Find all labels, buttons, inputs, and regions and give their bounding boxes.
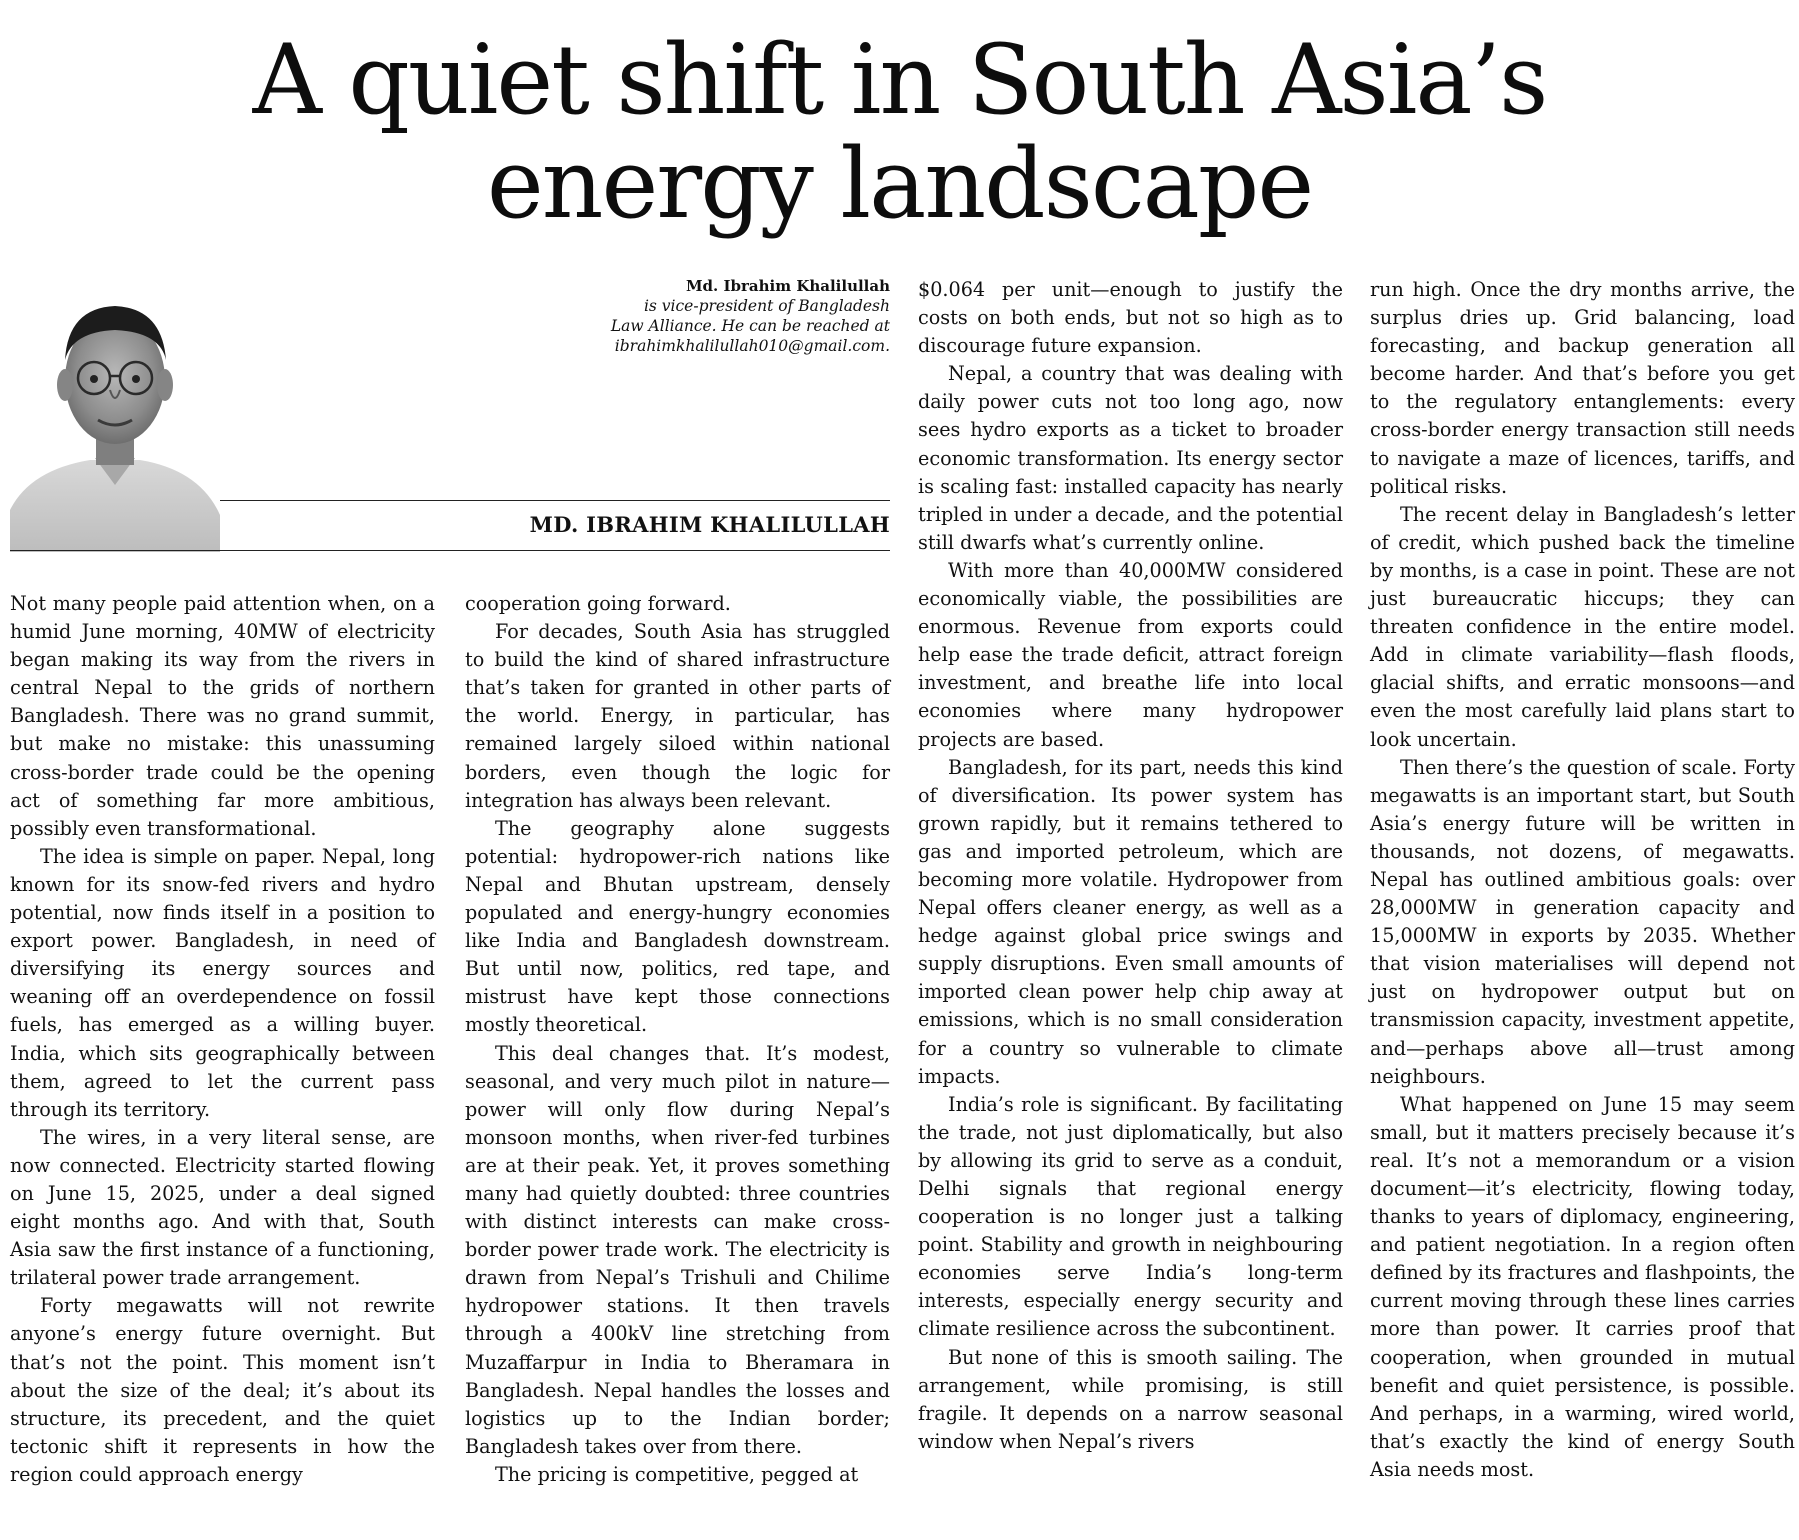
paragraph: India’s role is significant. By facilitating the trade, not just diplomatically, but also by allowing its grid to serve as a conduit, Delhi signals that regional energy cooperation is no longer just a talking point. Stability and growth in neighbouring economies serve India’s long-term interests, especially energy security and climate resilience across the subcontinent. [918,1092,1343,1341]
headline [0,24,1799,240]
paragraph: The recent delay in Bangladesh’s letter of credit, which pushed back the timeline by months, is a case in point. These are not just bureaucratic hiccups; they can threaten confidence in the entire model. Add in climate variability—flash floods, glacial shifts, and erratic monsoons—and even the most carefully laid plans start to look uncertain. [1370,502,1795,751]
bio-line-1: is vice-president of Bangladesh [643,297,890,315]
paragraph: run high. Once the dry months arrive, the surplus dries up. Grid balancing, load forecasting, and backup generation all become harder. And that’s before you get to the regulatory entanglements: every cross-border energy transaction still needs to navigate a maze of licences, tariffs, and political risks. [1370,278,1795,498]
paragraph: The idea is simple on paper. Nepal, long known for its snow-fed rivers and hydro potential, now finds itself in a position to export power. Bangladesh, in need of diversifying its energy sources and weaning off an overdependence on fossil fuels, has emerged as a willing buyer. India, which sits geographically between them, agreed to let the current pass through its territory. [10,844,435,1121]
paragraph: With more than 40,000MW considered economically viable, the possibilities are enormous. Revenue from exports could help ease the trade deficit, attract foreign investment, and breathe life into local economies where many hydropower projects are based. [918,558,1343,751]
paragraph: The pricing is competitive, pegged at [495,1462,859,1486]
author-photo [10,280,220,552]
bio-email[interactable]: ibrahimkhalilullah010@gmail.com. [614,337,890,355]
article-column-4 [1370,276,1795,1484]
paragraph: cooperation going forward. [465,592,731,615]
paragraph: Bangladesh, for its part, needs this kind of diversification. Its power system has grown rapidly, but it remains tethered to gas and imported petroleum, which are becoming more volatile. Hydropower from Nepal offers cleaner energy, as well as a hedge against global price swings and supply disruptions. Even small amounts of imported clean power help chip away at emissions, which is no small consideration for a country so vulnerable to climate impacts. [918,755,1343,1088]
paragraph: Nepal, a country that was dealing with daily power cuts not too long ago, now sees hydro exports as a ticket to broader economic transformation. Its energy sector is scaling fast: installed capacity has nearly tripled in under a decade, and the potential still dwarfs what’s currently online. [918,362,1343,554]
article-column-3 [918,276,1343,1456]
bio-line-2: Law Alliance. He can be reached at [610,317,890,335]
headline-line-1: A quiet shift in South Asia’s [252,24,1547,136]
byline-bottom-divider [10,550,890,551]
paragraph: Not many people paid attention when, on a humid June morning, 40MW of electricity began making its way from the rivers in central Nepal to the grids of northern Bangladesh. There was no grand summit, but make no mistake: this unassuming cross-border trade could be the opening act of something far more ambitious, possibly even transformational. [10,592,435,840]
article-column-1 [10,590,435,1489]
paragraph: Then there’s the question of scale. Forty megawatts is an important start, but South Asia’s energy future will be written in thousands, not dozens, of megawatts. Nepal has outlined ambitious goals: over 28,000MW in generation capacity and 15,000MW in exports by 2035. Whether that vision materialises will depend not just on hydropower output but on transmission capacity, investment appetite, and—perhaps above all—trust among neighbours. [1370,755,1795,1088]
paragraph: Forty megawatts will not rewrite anyone’s energy future overnight. But that’s not the point. This moment isn’t about the size of the deal; it’s about its structure, its precedent, and the quiet tectonic shift it represents in how the region could approach energy [10,1294,435,1486]
author-portrait-icon [10,280,220,552]
bio-name: Md. Ibrahim Khalilullah [685,277,890,295]
paragraph: For decades, South Asia has struggled to build the kind of shared infrastructure that’s taken for granted in other parts of the world. Energy, in particular, has remained largely siloed within national borders, even though the logic for integration has always been relevant. [465,620,890,812]
article-column-2 [465,590,890,1489]
paragraph: But none of this is smooth sailing. The arrangement, while promising, is still fragile. It depends on a narrow seasonal window when Nepal’s rivers [918,1345,1343,1453]
paragraph: The geography alone suggests potential: hydropower-rich nations like Nepal and Bhutan upstream, densely populated and energy-hungry economies like India and Bangladesh downstream. But until now, politics, red tape, and mistrust have kept those connections mostly theoretical. [465,816,890,1037]
byline-divider [220,500,890,501]
paragraph: What happened on June 15 may seem small, but it matters precisely because it’s real. It’s not a memorandum or a vision document—it’s electricity, flowing today, thanks to years of diplomacy, engineering, and patient negotiation. In a region often defined by its fractures and flashpoints, the current moving through these lines carries more than power. It carries proof that cooperation, when grounded in mutual benefit and quiet persistence, is possible. And perhaps, in a warming, wired world, that’s exactly the kind of energy South Asia needs most. [1370,1092,1795,1481]
byline: MD. IBRAHIM KHALILULLAH [529,512,890,537]
author-bio [440,276,890,356]
paragraph: This deal changes that. It’s modest, seasonal, and very much pilot in nature—power will only flow during Nepal’s monsoon months, when river-fed turbines are at their peak. Yet, it proves something many had quietly doubted: three countries with distinct interests can make cross-border power trade work. The electricity is drawn from Nepal’s Trishuli and Chilime hydropower stations. It then travels through a 400kV line stretching from Muzaffarpur in India to Bheramara in Bangladesh. Nepal handles the losses and logistics up to the Indian border; Bangladesh takes over from there. [465,1041,890,1458]
headline-line-2: energy landscape [486,128,1313,240]
paragraph: The wires, in a very literal sense, are now connected. Electricity started flowing on June 15, 2025, under a deal signed eight months ago. And with that, South Asia saw the first instance of a functioning, trilateral power trade arrangement. [10,1125,435,1290]
paragraph: $0.064 per unit—enough to justify the costs on both ends, but not so high as to discourage future expansion. [918,278,1343,358]
